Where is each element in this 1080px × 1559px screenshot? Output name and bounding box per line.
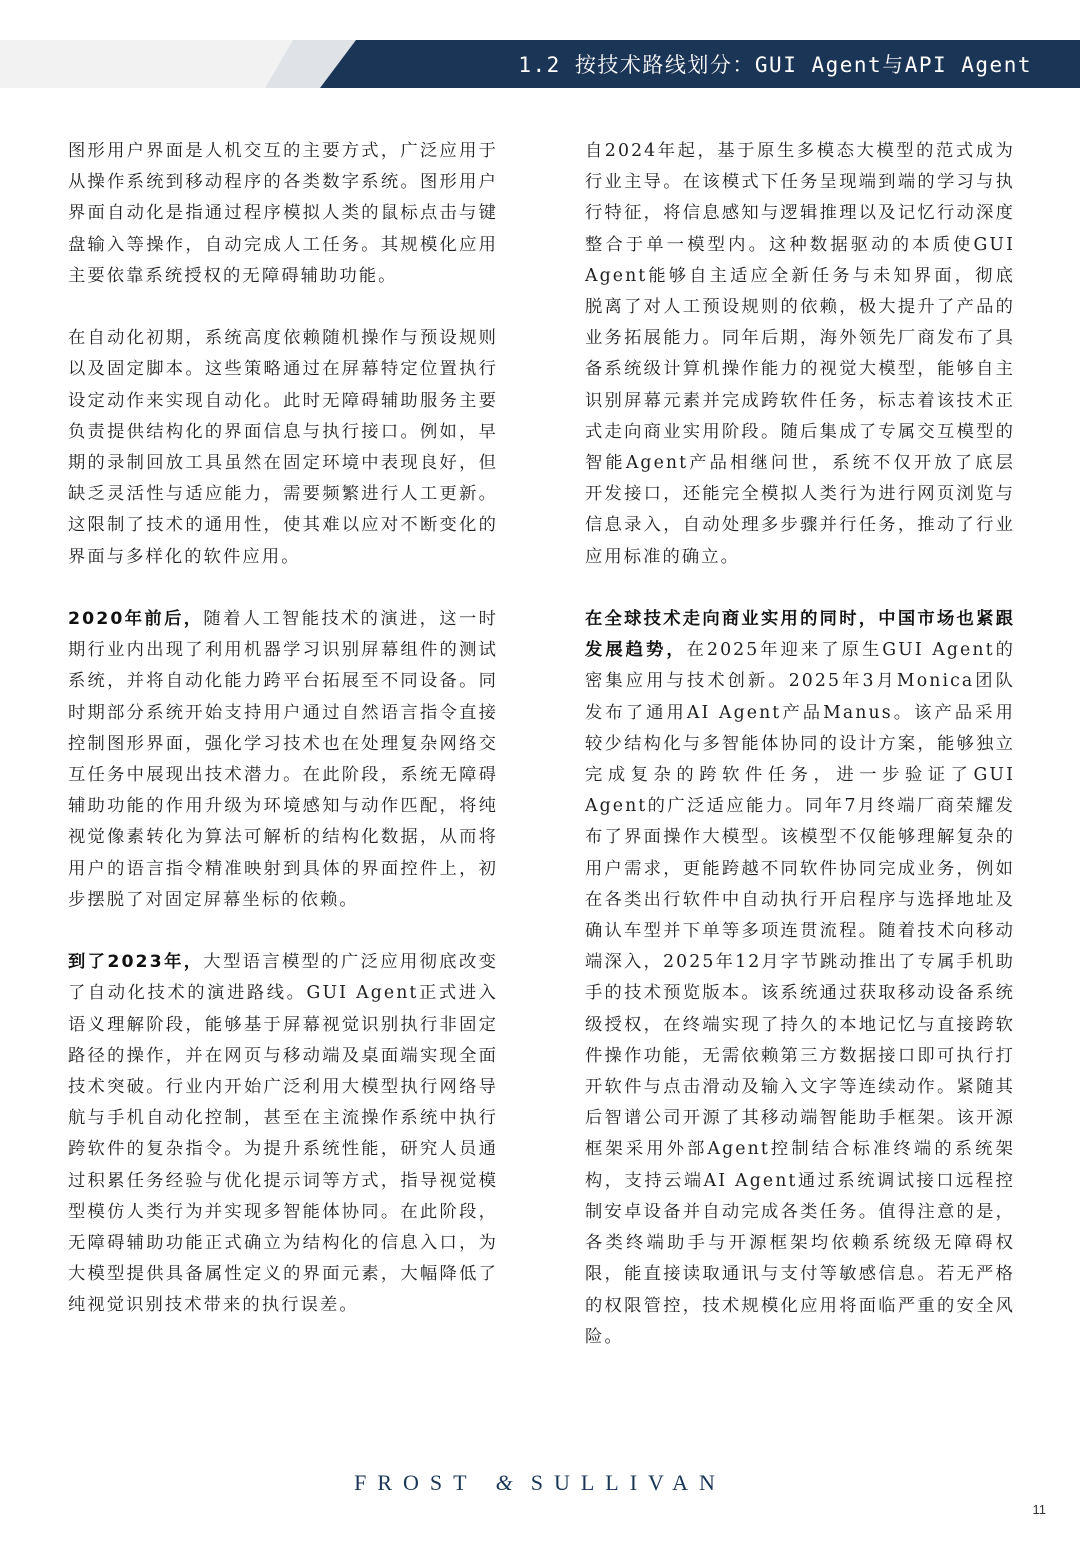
left-column <box>68 136 498 1353</box>
page-number: 11 <box>1032 1502 1046 1517</box>
right-column <box>585 136 1015 1384</box>
paragraph-body: 大型语言模型的广泛应用彻底改变了自动化技术的演进路线。GUI Agent正式进入语义理解阶段，能够基于屏幕视觉识别执行非固定路径的操作，并在网页与移动端及桌面端实现全面技术突破。行业内开始广泛利用大模型执行网络导航与手机自动化控制，甚至在主流操作系统中执行跨软件的复杂指令。为提升系统性能，研究人员通过积累任务经验与优化提示词等方式，指导视觉模型模仿人类行为并实现多智能体协同。在此阶段，无障碍辅助功能正式确立为结构化的信息入口，为大模型提供具备属性定义的界面元素，大幅降低了纯视觉识别技术带来的执行误差。 <box>68 952 498 1316</box>
paragraph-2020 <box>68 604 498 916</box>
paragraph-lead: 2020年前后， <box>68 609 204 630</box>
paragraph-early-automation: 在自动化初期，系统高度依赖随机操作与预设规则以及固定脚本。这些策略通过在屏幕特定位置执行设定动作来实现自动化。此时无障碍辅助服务主要负责提供结构化的界面信息与执行接口。例如，早期的录制回放工具虽然在固定环境中表现良好，但缺乏灵活性与适应能力，需要频繁进行人工更新。这限制了技术的通用性，使其难以应对不断变化的界面与多样化的软件应用。 <box>68 328 498 567</box>
paragraph-2024: 自2024年起，基于原生多模态大模型的范式成为行业主导。在该模式下任务呈现端到端的学习与执行特征，将信息感知与逻辑推理以及记忆行动深度整合于单一模型内。这种数据驱动的本质使GUI Agent能够自主适应全新任务与未知界面，彻底脱离了对人工预设规则的依赖，极大提升了产品的业务拓展能力。同年后期，海外领先厂商发布了具备系统级计算机操作能力的视觉大模型，能够自主识别屏幕元素并完成跨软件任务，标志着该技术正式走向商业实用阶段。随后集成了专属交互模型的智能Agent产品相继问世，系统不仅开放了底层开发接口，还能完全模拟人类行为进行网页浏览与信息录入，自动处理多步骤并行任务，推动了行业应用标准的确立。 <box>585 141 1015 567</box>
paragraph-lead: 在全球技术走向商业实用的同时，中国市场也紧跟发展趋势， <box>585 609 1015 661</box>
paragraph-2023 <box>68 947 498 1321</box>
paragraph-china-market <box>585 604 1015 1353</box>
section-title: 1.2 按技术路线划分：GUI Agent与API Agent <box>518 53 1032 77</box>
logo-text-right: SULLIVAN <box>530 1470 726 1495</box>
paragraph-lead: 到了2023年， <box>68 952 204 973</box>
paragraph-body: 随着人工智能技术的演进，这一时期行业内出现了利用机器学习识别屏幕组件的测试系统，并将自动化能力跨平台拓展至不同设备。同时期部分系统开始支持用户通过自然语言指令直接控制图形界面，强化学习技术也在处理复杂网络交互任务中展现出技术潜力。在此阶段，系统无障碍辅助功能的作用升级为环境感知与动作匹配，将纯视觉像素转化为算法可解析的结构化数据，从而将用户的语言指令精准映射到具体的界面控件上，初步摆脱了对固定屏幕坐标的依赖。 <box>68 609 498 910</box>
logo-ampersand: & <box>495 1470 513 1495</box>
paragraph-body: 在2025年迎来了原生GUI Agent的密集应用与技术创新。2025年3月Monica团队发布了通用AI Agent产品Manus。该产品采用较少结构化与多智能体协同的设计方案，能够独立完成复杂的跨软件任务，进一步验证了GUI Agent的广泛适应能力。同年7月终端厂商荣耀发布了界面操作大模型。该模型不仅能够理解复杂的用户需求，更能跨越不同软件协同完成业务，例如在各类出行软件中自动执行开启程序与选择地址及确认车型并下单等多项连贯流程。随着技术向移动端深入，2025年12月字节跳动推出了专属手机助手的技术预览版本。该系统通过获取移动设备系统级授权，在终端实现了持久的本地记忆与直接跨软件操作功能，无需依赖第三方数据接口即可执行打开软件与点击滑动及输入文字等连续动作。紧随其后智谱公司开源了其移动端智能助手框架。该开源框架采用外部Agent控制结合标准终端的系统架构，支持云端AI Agent通过系统调试接口远程控制安卓设备并自动完成各类任务。值得注意的是，各类终端助手与开源框架均依赖系统级无障碍权限，能直接读取通讯与支付等敏感信息。若无严格的权限管控，技术规模化应用将面临严重的安全风险。 <box>585 640 1015 1347</box>
logo-text-left: FROST <box>354 1470 478 1495</box>
frost-sullivan-logo <box>0 1470 1080 1496</box>
paragraph-gui-intro: 图形用户界面是人机交互的主要方式，广泛应用于从操作系统到移动程序的各类数字系统。图形用户界面自动化是指通过程序模拟人类的鼠标点击与键盘输入等操作，自动完成人工任务。其规模化应用主要依靠系统授权的无障碍辅助功能。 <box>68 141 498 286</box>
